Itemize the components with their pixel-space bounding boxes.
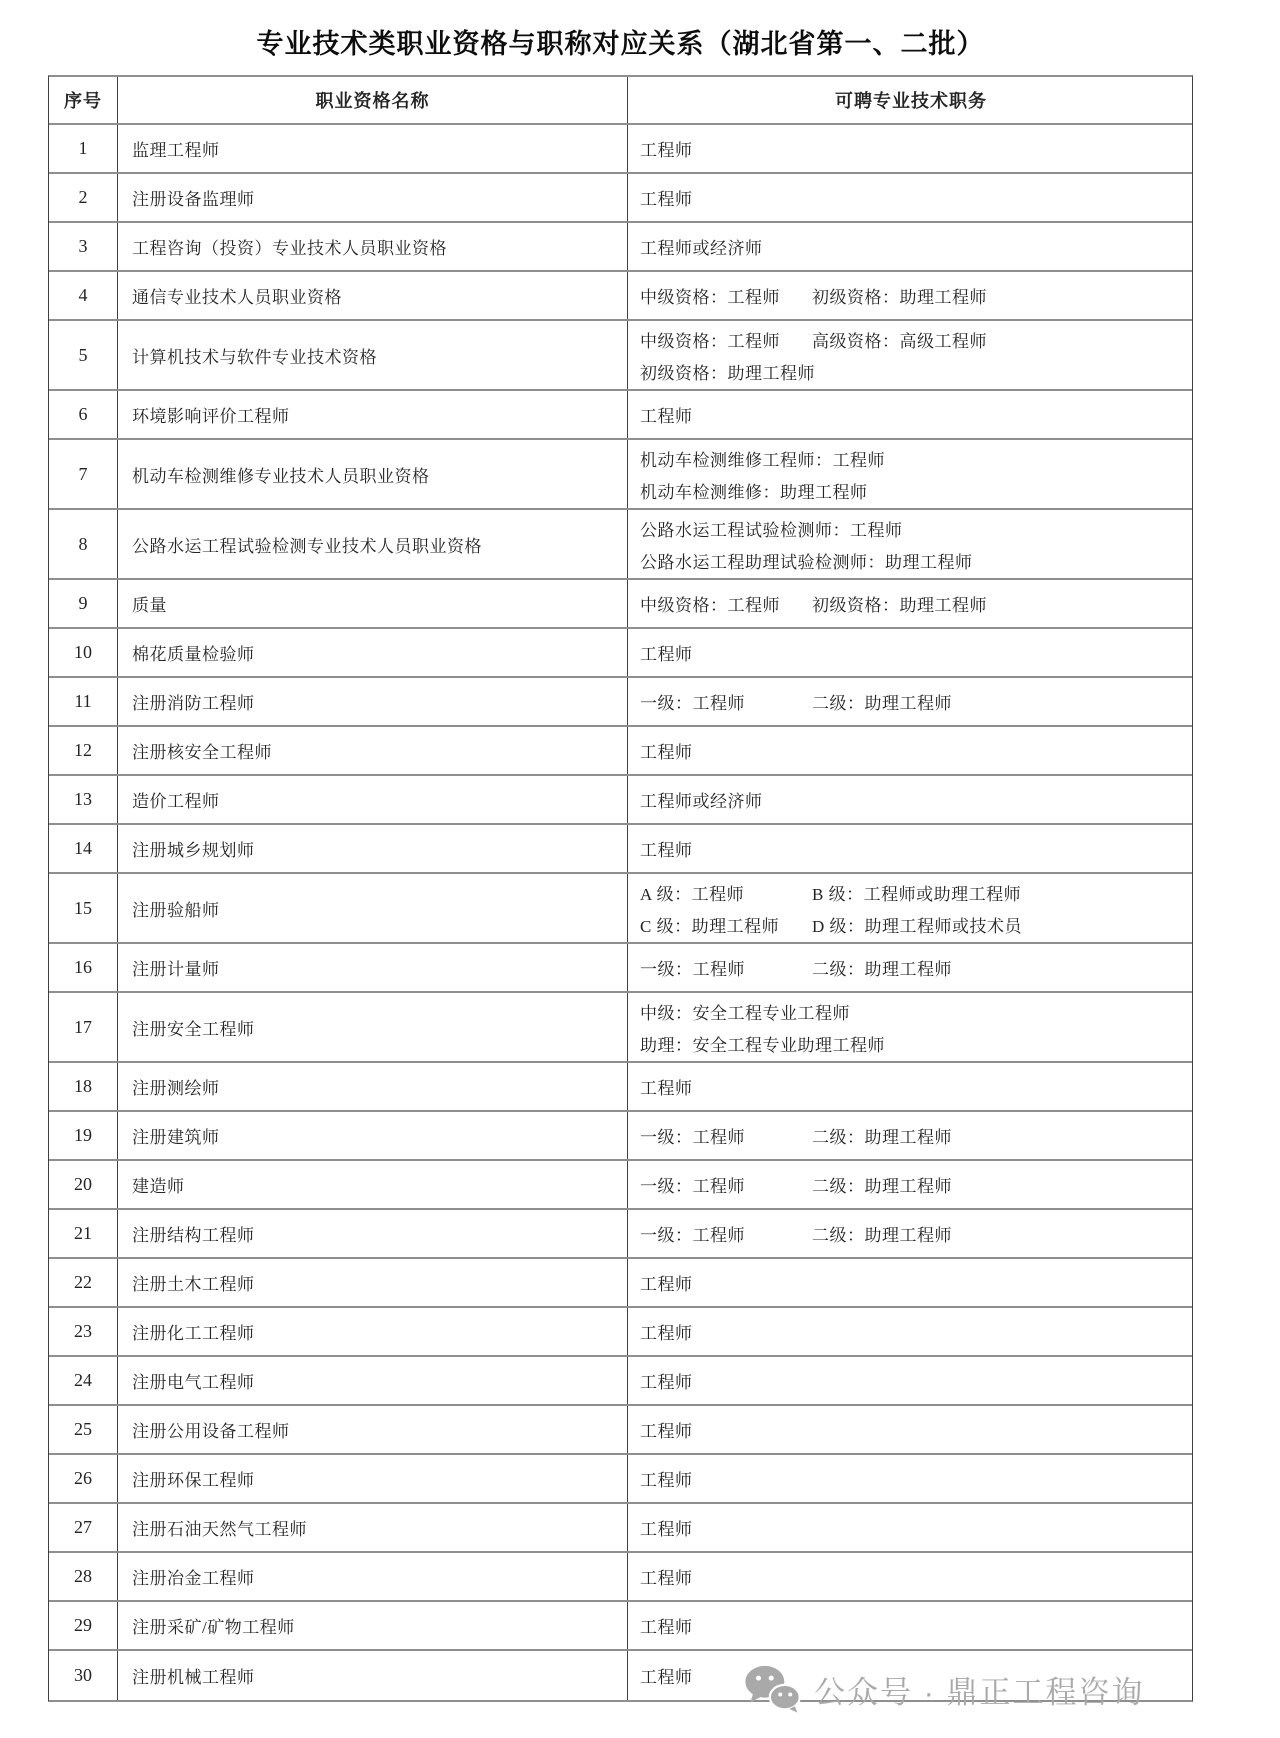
row-index: 20 <box>49 1161 118 1208</box>
table-row <box>49 1455 1192 1504</box>
position-segment: 工程师 <box>640 1324 693 1343</box>
row-index: 17 <box>49 993 118 1061</box>
row-index: 12 <box>49 727 118 774</box>
position-line <box>640 1270 1194 1295</box>
position-line <box>640 1417 1194 1442</box>
row-index: 25 <box>49 1406 118 1453</box>
position-segment: 一级：工程师 <box>640 1128 745 1147</box>
position-line <box>640 1123 1194 1148</box>
position-segment: 工程师 <box>640 645 693 664</box>
appointable-position <box>628 776 1194 823</box>
appointable-position <box>628 580 1194 627</box>
row-index: 22 <box>49 1259 118 1306</box>
position-line <box>640 327 1194 352</box>
row-index: 14 <box>49 825 118 872</box>
appointable-position <box>628 321 1194 389</box>
row-index: 26 <box>49 1455 118 1502</box>
position-line <box>640 1172 1194 1197</box>
appointable-position <box>628 678 1194 725</box>
table-row <box>49 1210 1192 1259</box>
row-index: 9 <box>49 580 118 627</box>
qualification-name: 造价工程师 <box>118 776 628 823</box>
appointable-position <box>628 1455 1194 1502</box>
qualification-name: 监理工程师 <box>118 125 628 172</box>
table-row <box>49 993 1192 1063</box>
position-segment: 工程师 <box>640 1079 693 1098</box>
appointable-position <box>628 174 1194 221</box>
qualification-name: 注册机械工程师 <box>118 1651 628 1700</box>
row-index: 3 <box>49 223 118 270</box>
row-index: 23 <box>49 1308 118 1355</box>
qualification-name: 机动车检测维修专业技术人员职业资格 <box>118 440 628 508</box>
row-index: 27 <box>49 1504 118 1551</box>
table-row <box>49 678 1192 727</box>
qualification-name: 建造师 <box>118 1161 628 1208</box>
row-index: 1 <box>49 125 118 172</box>
qualification-table <box>48 75 1193 1702</box>
row-index: 10 <box>49 629 118 676</box>
position-line <box>640 1368 1194 1393</box>
position-segment: 初级资格：助理工程师 <box>812 288 987 307</box>
table-row <box>49 1651 1192 1700</box>
table-row <box>49 1357 1192 1406</box>
position-line <box>640 1074 1194 1099</box>
position-line <box>640 999 1194 1024</box>
position-segment: 工程师 <box>640 407 693 426</box>
row-index: 28 <box>49 1553 118 1600</box>
table-row <box>49 223 1192 272</box>
row-index: 24 <box>49 1357 118 1404</box>
position-line <box>640 955 1194 980</box>
qualification-name: 注册公用设备工程师 <box>118 1406 628 1453</box>
appointable-position <box>628 629 1194 676</box>
appointable-position <box>628 125 1194 172</box>
qualification-name: 注册冶金工程师 <box>118 1553 628 1600</box>
position-segment: 工程师或经济师 <box>640 239 763 258</box>
position-segment: 二级：助理工程师 <box>812 1177 952 1196</box>
position-segment: 初级资格：助理工程师 <box>640 363 815 383</box>
row-index: 11 <box>49 678 118 725</box>
col-header-qualification-name: 职业资格名称 <box>118 77 628 123</box>
appointable-position <box>628 1063 1194 1110</box>
appointable-position <box>628 825 1194 872</box>
position-line <box>640 738 1194 763</box>
row-index: 16 <box>49 944 118 991</box>
row-index: 15 <box>49 874 118 942</box>
position-segment: 工程师 <box>640 1618 693 1637</box>
position-line <box>640 283 1194 308</box>
position-segment: 中级资格：工程师 <box>640 596 780 615</box>
table-row <box>49 1553 1192 1602</box>
position-segment: 工程师 <box>640 1668 693 1687</box>
table-row <box>49 272 1192 321</box>
appointable-position <box>628 1259 1194 1306</box>
table-row <box>49 1602 1192 1651</box>
position-segment: 工程师 <box>640 190 693 209</box>
position-line <box>640 591 1194 616</box>
appointable-position <box>628 1357 1194 1404</box>
table-row <box>49 1504 1192 1553</box>
qualification-name: 棉花质量检验师 <box>118 629 628 676</box>
position-segment: 工程师 <box>640 1422 693 1441</box>
position-line <box>640 1466 1194 1491</box>
qualification-name: 注册设备监理师 <box>118 174 628 221</box>
row-index: 30 <box>49 1651 118 1700</box>
table-row <box>49 580 1192 629</box>
qualification-name: 注册建筑师 <box>118 1112 628 1159</box>
position-segment: B 级：工程师或助理工程师 <box>812 884 1022 904</box>
position-segment: 二级：助理工程师 <box>812 960 952 979</box>
qualification-name: 环境影响评价工程师 <box>118 391 628 438</box>
appointable-position <box>628 727 1194 774</box>
position-segment: 中级资格：工程师 <box>640 288 780 307</box>
table-row <box>49 776 1192 825</box>
appointable-position <box>628 1161 1194 1208</box>
position-segment: 二级：助理工程师 <box>812 1128 952 1147</box>
qualification-name: 注册验船师 <box>118 874 628 942</box>
table-row <box>49 1161 1192 1210</box>
table-row <box>49 174 1192 223</box>
qualification-name: 质量 <box>118 580 628 627</box>
appointable-position <box>628 1210 1194 1257</box>
appointable-position <box>628 510 1194 578</box>
position-segment: 中级资格：工程师 <box>640 331 780 351</box>
appointable-position <box>628 223 1194 270</box>
table-row <box>49 510 1192 580</box>
row-index: 13 <box>49 776 118 823</box>
position-segment: 机动车检测维修：助理工程师 <box>640 482 868 502</box>
row-index: 7 <box>49 440 118 508</box>
position-segment: C 级：助理工程师 <box>640 916 780 936</box>
position-segment: 中级：安全工程专业工程师 <box>640 1003 850 1023</box>
position-line <box>640 880 1194 905</box>
position-line <box>640 787 1194 812</box>
position-segment: 工程师 <box>640 141 693 160</box>
position-segment: 公路水运工程试验检测师：工程师 <box>640 520 903 540</box>
appointable-position <box>628 440 1194 508</box>
position-line <box>640 402 1194 427</box>
position-line <box>640 516 1194 541</box>
position-line <box>640 1221 1194 1246</box>
table-row <box>49 1112 1192 1161</box>
position-segment: 一级：工程师 <box>640 960 745 979</box>
position-segment: 工程师 <box>640 1520 693 1539</box>
position-segment: D 级：助理工程师或技术员 <box>812 916 1023 936</box>
position-segment: 初级资格：助理工程师 <box>812 596 987 615</box>
table-row <box>49 944 1192 993</box>
appointable-position <box>628 1406 1194 1453</box>
row-index: 8 <box>49 510 118 578</box>
position-segment: 机动车检测维修工程师：工程师 <box>640 450 885 470</box>
position-line <box>640 640 1194 665</box>
table-row <box>49 125 1192 174</box>
position-segment: 工程师 <box>640 1569 693 1588</box>
position-segment: 工程师或经济师 <box>640 792 763 811</box>
table-row <box>49 1063 1192 1112</box>
position-segment: 二级：助理工程师 <box>812 1226 952 1245</box>
table-row <box>49 391 1192 440</box>
position-segment: 助理：安全工程专业助理工程师 <box>640 1035 885 1055</box>
position-line <box>640 1319 1194 1344</box>
position-line <box>640 185 1194 210</box>
position-line <box>640 1515 1194 1540</box>
row-index: 21 <box>49 1210 118 1257</box>
table-row <box>49 825 1192 874</box>
col-header-index: 序号 <box>49 77 118 123</box>
table-header-row <box>49 77 1192 125</box>
appointable-position <box>628 1651 1194 1700</box>
position-segment: 工程师 <box>640 841 693 860</box>
qualification-name: 注册石油天然气工程师 <box>118 1504 628 1551</box>
qualification-name: 注册结构工程师 <box>118 1210 628 1257</box>
position-segment: 工程师 <box>640 1373 693 1392</box>
qualification-name: 注册计量师 <box>118 944 628 991</box>
position-segment: A 级：工程师 <box>640 884 745 904</box>
table-row <box>49 1406 1192 1455</box>
qualification-name: 注册土木工程师 <box>118 1259 628 1306</box>
appointable-position <box>628 1504 1194 1551</box>
row-index: 6 <box>49 391 118 438</box>
qualification-name: 注册测绘师 <box>118 1063 628 1110</box>
table-row <box>49 321 1192 391</box>
qualification-name: 注册消防工程师 <box>118 678 628 725</box>
appointable-position <box>628 944 1194 991</box>
row-index: 18 <box>49 1063 118 1110</box>
row-index: 5 <box>49 321 118 389</box>
position-line <box>640 689 1194 714</box>
position-segment: 一级：工程师 <box>640 1226 745 1245</box>
position-segment: 工程师 <box>640 743 693 762</box>
position-segment: 一级：工程师 <box>640 694 745 713</box>
qualification-name: 注册核安全工程师 <box>118 727 628 774</box>
position-line <box>640 478 1194 503</box>
position-line <box>640 836 1194 861</box>
qualification-name: 计算机技术与软件专业技术资格 <box>118 321 628 389</box>
qualification-name: 注册采矿/矿物工程师 <box>118 1602 628 1649</box>
appointable-position <box>628 391 1194 438</box>
col-header-appointable-position: 可聘专业技术职务 <box>835 91 987 111</box>
table-row <box>49 1259 1192 1308</box>
qualification-name: 注册城乡规划师 <box>118 825 628 872</box>
position-line <box>640 1613 1194 1638</box>
appointable-position <box>628 1112 1194 1159</box>
position-line <box>640 1564 1194 1589</box>
appointable-position <box>628 1602 1194 1649</box>
position-line <box>640 912 1194 937</box>
position-line <box>640 1663 1194 1688</box>
qualification-name: 通信专业技术人员职业资格 <box>118 272 628 319</box>
page-title: 专业技术类职业资格与职称对应关系（湖北省第一、二批） <box>256 29 985 59</box>
table-row <box>49 440 1192 510</box>
table-row <box>49 727 1192 776</box>
qualification-name: 公路水运工程试验检测专业技术人员职业资格 <box>118 510 628 578</box>
position-line <box>640 548 1194 573</box>
watermark-text: 公众号 · 鼎正工程咨询 <box>814 1674 1145 1710</box>
qualification-name: 注册化工工程师 <box>118 1308 628 1355</box>
position-segment: 一级：工程师 <box>640 1177 745 1196</box>
position-segment: 二级：助理工程师 <box>812 694 952 713</box>
row-index: 4 <box>49 272 118 319</box>
table-row <box>49 629 1192 678</box>
position-line <box>640 234 1194 259</box>
position-segment: 公路水运工程助理试验检测师：助理工程师 <box>640 552 973 572</box>
appointable-position <box>628 1308 1194 1355</box>
qualification-name: 注册安全工程师 <box>118 993 628 1061</box>
position-segment: 高级资格：高级工程师 <box>812 331 987 351</box>
position-line <box>640 1031 1194 1056</box>
qualification-name: 工程咨询（投资）专业技术人员职业资格 <box>118 223 628 270</box>
position-line <box>640 136 1194 161</box>
row-index: 2 <box>49 174 118 221</box>
position-line <box>640 446 1194 471</box>
appointable-position <box>628 993 1194 1061</box>
qualification-name: 注册环保工程师 <box>118 1455 628 1502</box>
table-row <box>49 1308 1192 1357</box>
row-index: 19 <box>49 1112 118 1159</box>
position-segment: 工程师 <box>640 1275 693 1294</box>
appointable-position <box>628 874 1194 942</box>
appointable-position <box>628 1553 1194 1600</box>
qualification-name: 注册电气工程师 <box>118 1357 628 1404</box>
position-line <box>640 359 1194 384</box>
row-index: 29 <box>49 1602 118 1649</box>
appointable-position <box>628 272 1194 319</box>
table-row <box>49 874 1192 944</box>
position-segment: 工程师 <box>640 1471 693 1490</box>
